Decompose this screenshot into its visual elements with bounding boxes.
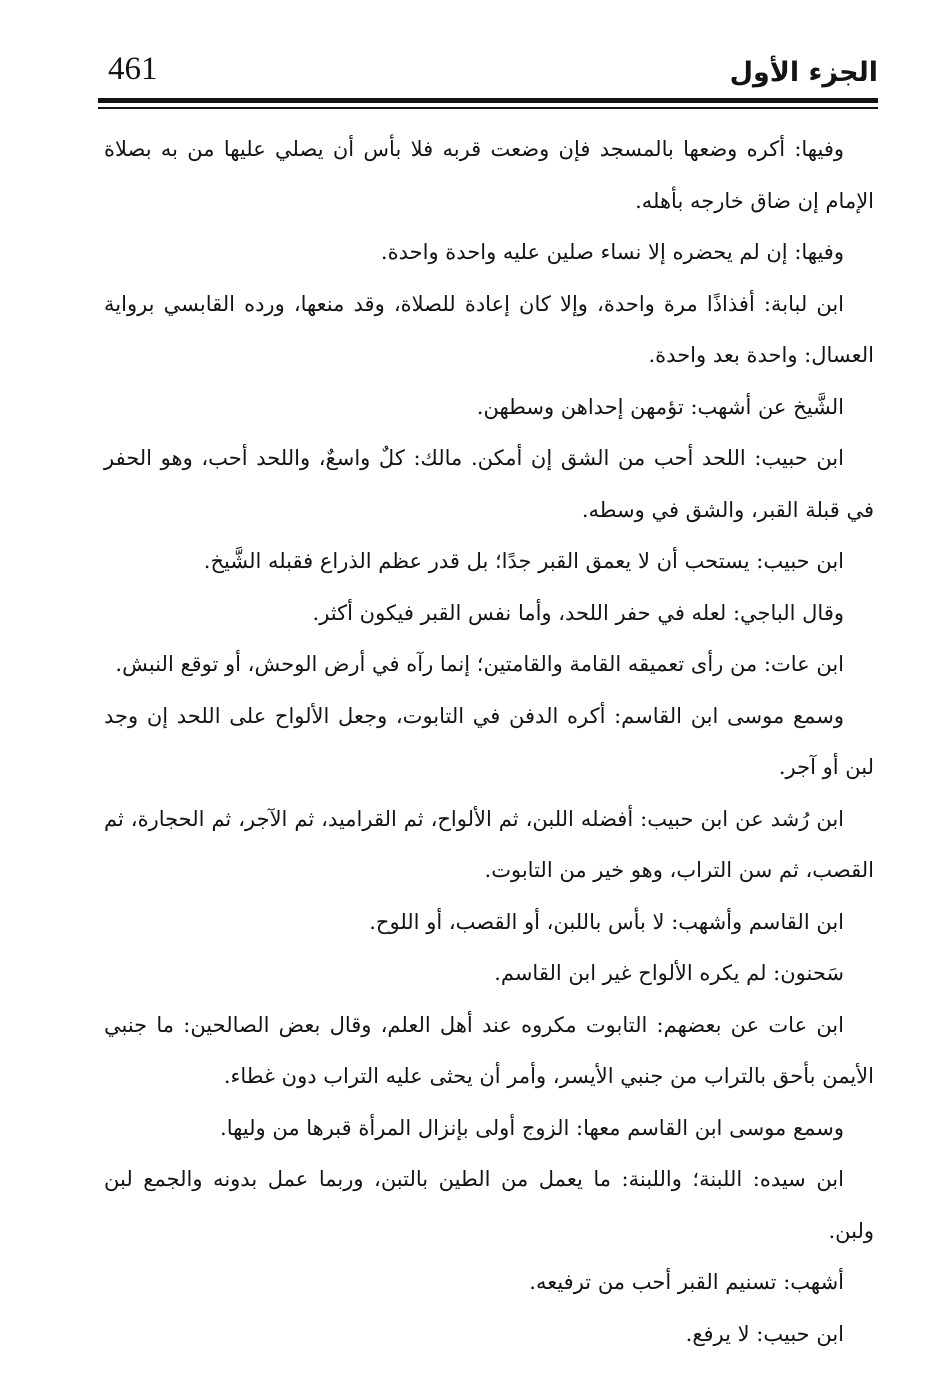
paragraph: وسمع موسى ابن القاسم معها: الزوج أولى بإنزال المرأة قبرها من وليها. — [220, 1115, 844, 1140]
paragraph: ابن عات: من رأى تعميقه القامة والقامتين؛ إنما رآه في أرض الوحش، أو توقع النبش. — [115, 652, 844, 676]
paragraph: ابن حبيب: لا يرفع. — [685, 1321, 844, 1346]
paragraph: وقال الباجي: لعله في حفر اللحد، وأما نفس القبر فيكون أكثر. — [312, 600, 844, 625]
page-body-text — [104, 124, 874, 1360]
page-header — [98, 46, 878, 98]
paragraph: ابن حبيب: يستحب أن لا يعمق القبر جدًا؛ بل قدر عظم الذراع فقبله الشَّيخ. — [203, 549, 844, 573]
paragraph: ابن لبابة: أفذاذًا مرة واحدة، وإلا كان إعادة للصلاة، وقد منعها، ورده القابسي برواية العسال: واحدة بعد واحدة. — [104, 291, 874, 367]
paragraph: ابن رُشد عن ابن حبيب: أفضله اللبن، ثم الألواح، ثم القراميد، ثم الآجر، ثم الحجارة، ثم القصب، ثم سن التراب، وهو خير من التابوت. — [104, 806, 874, 882]
header-rule-thick — [98, 98, 878, 103]
paragraph: ابن القاسم وأشهب: لا بأس باللبن، أو القصب، أو اللوح. — [369, 909, 844, 934]
paragraph: ابن سيده: اللبنة؛ واللبنة: ما يعمل من الطين بالتبن، وربما عمل بدونه والجمع لبن ولبن. — [104, 1167, 874, 1243]
page-number: 461 — [108, 51, 158, 87]
volume-title: الجزء الأول — [729, 57, 878, 88]
header-rule-thin — [98, 107, 878, 109]
paragraph: ابن حبيب: اللحد أحب من الشق إن أمكن. مالك: كلٌ واسعٌ، واللحد أحب، وهو الحفر في قبلة القبر، والشق في وسطه. — [104, 446, 874, 522]
paragraph: أشهب: تسنيم القبر أحب من ترفيعه. — [529, 1270, 844, 1294]
paragraph: وفيها: إن لم يحضره إلا نساء صلين عليه واحدة واحدة. — [380, 240, 844, 264]
paragraph: الشَّيخ عن أشهب: تؤمهن إحداهن وسطهن. — [476, 394, 844, 419]
paragraph: وفيها: أكره وضعها بالمسجد فإن وضعت قربه فلا بأس أن يصلي عليها من به بصلاة الإمام إن ضاق خارجه بأهله. — [104, 137, 874, 213]
paragraph: وسمع موسى ابن القاسم: أكره الدفن في التابوت، وجعل الألواح على اللحد إن وجد لبن أو آجر. — [104, 703, 874, 779]
paragraph: سَحنون: لم يكره الألواح غير ابن القاسم. — [494, 961, 844, 985]
paragraph: ابن عات عن بعضهم: التابوت مكروه عند أهل العلم، وقال بعض الصالحين: ما جنبي الأيمن بأحق بالتراب من جنبي الأيسر، وأمر أن يحثى عليه التراب دون غطاء. — [104, 1012, 874, 1088]
